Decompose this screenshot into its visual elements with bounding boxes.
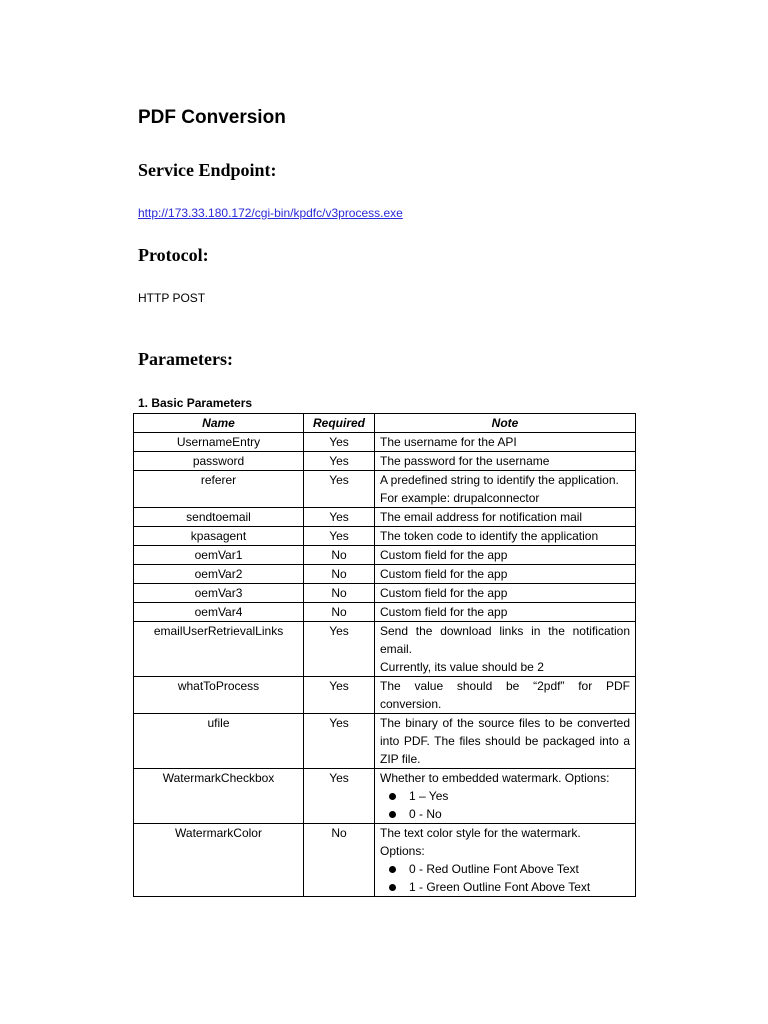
service-endpoint-container [138,206,403,220]
table-row [134,433,636,452]
service-endpoint-heading: Service Endpoint: [138,160,277,180]
param-name-cell: sendtoemail [134,508,304,527]
table-header-row [134,414,636,433]
parameters-table [133,413,636,897]
param-required-cell: No [304,824,375,897]
table-row [134,714,636,769]
param-note-text: The password for the username [380,454,550,468]
protocol-heading: Protocol: [138,245,209,265]
param-note-text: Custom field for the app [380,605,508,619]
param-required-cell: Yes [304,714,375,769]
param-option-item: 0 - Red Outline Font Above Text [380,860,630,878]
param-note-cell [375,622,636,677]
param-required-cell: No [304,584,375,603]
param-note-cell [375,433,636,452]
column-header-name: Name [134,414,304,433]
param-note-text: The text color style for the watermark. [380,826,581,840]
table-row [134,508,636,527]
param-note-text: The username for the API [380,435,517,449]
param-note-text: Custom field for the app [380,567,508,581]
table-row [134,824,636,897]
param-name-cell: kpasagent [134,527,304,546]
table-row [134,769,636,824]
param-name-cell: oemVar3 [134,584,304,603]
protocol-value: HTTP POST [138,291,206,305]
param-required-cell: Yes [304,508,375,527]
param-note-text: The email address for notification mail [380,510,583,524]
param-note-text: A predefined string to identify the application. [380,473,619,487]
param-note-cell [375,603,636,622]
param-required-cell: Yes [304,527,375,546]
table-row [134,677,636,714]
param-required-cell: Yes [304,471,375,508]
page-title: PDF Conversion [138,107,286,128]
param-name-cell: oemVar2 [134,565,304,584]
param-note-text: The token code to identify the application [380,529,599,543]
param-note-cell [375,677,636,714]
param-options-list [380,860,630,896]
table-row [134,527,636,546]
param-name-cell: password [134,452,304,471]
table-row [134,546,636,565]
param-name-cell: referer [134,471,304,508]
param-required-cell: Yes [304,433,375,452]
param-required-cell: Yes [304,452,375,471]
param-required-cell: Yes [304,622,375,677]
service-endpoint-link[interactable]: http://173.33.180.172/cgi-bin/kpdfc/v3process.exe [138,206,403,220]
basic-parameters-subheading: 1. Basic Parameters [138,396,253,410]
table-row [134,603,636,622]
table-row [134,622,636,677]
table-row [134,584,636,603]
param-note-text: Custom field for the app [380,548,508,562]
param-options-list [380,787,630,823]
param-name-cell: whatToProcess [134,677,304,714]
param-note-cell [375,452,636,471]
param-required-cell: Yes [304,677,375,714]
param-name-cell: WatermarkColor [134,824,304,897]
param-name-cell: UsernameEntry [134,433,304,452]
param-name-cell: emailUserRetrievalLinks [134,622,304,677]
param-note-text: The binary of the source files to be converted into PDF. The files should be packaged into a ZIP file. [380,716,630,766]
table-row [134,565,636,584]
param-option-item: 0 - No [380,805,630,823]
param-note-cell [375,769,636,824]
param-note-cell [375,584,636,603]
param-note-text: Send the download links in the notification email. [380,624,630,656]
param-name-cell: WatermarkCheckbox [134,769,304,824]
column-header-note: Note [375,414,636,433]
param-note-cell [375,546,636,565]
param-note-text: Whether to embedded watermark. Options: [380,771,610,785]
parameters-table-body [134,433,636,897]
param-required-cell: No [304,565,375,584]
table-row [134,452,636,471]
param-note-text: The value should be “2pdf” for PDF conversion. [380,679,630,711]
param-note-cell [375,714,636,769]
param-required-cell: No [304,603,375,622]
param-name-cell: oemVar4 [134,603,304,622]
param-required-cell: No [304,546,375,565]
table-row [134,471,636,508]
param-option-item: 1 - Green Outline Font Above Text [380,878,630,896]
param-note-cell [375,824,636,897]
parameters-heading: Parameters: [138,349,233,369]
param-note-cell [375,527,636,546]
param-required-cell: Yes [304,769,375,824]
param-note-text: Options: [380,844,425,858]
param-note-cell [375,508,636,527]
param-note-text: For example: drupalconnector [380,491,540,505]
param-option-item: 1 – Yes [380,787,630,805]
param-name-cell: ufile [134,714,304,769]
param-note-text: Currently, its value should be 2 [380,660,544,674]
param-note-text: Custom field for the app [380,586,508,600]
param-name-cell: oemVar1 [134,546,304,565]
param-note-cell [375,565,636,584]
column-header-required: Required [304,414,375,433]
param-note-cell [375,471,636,508]
